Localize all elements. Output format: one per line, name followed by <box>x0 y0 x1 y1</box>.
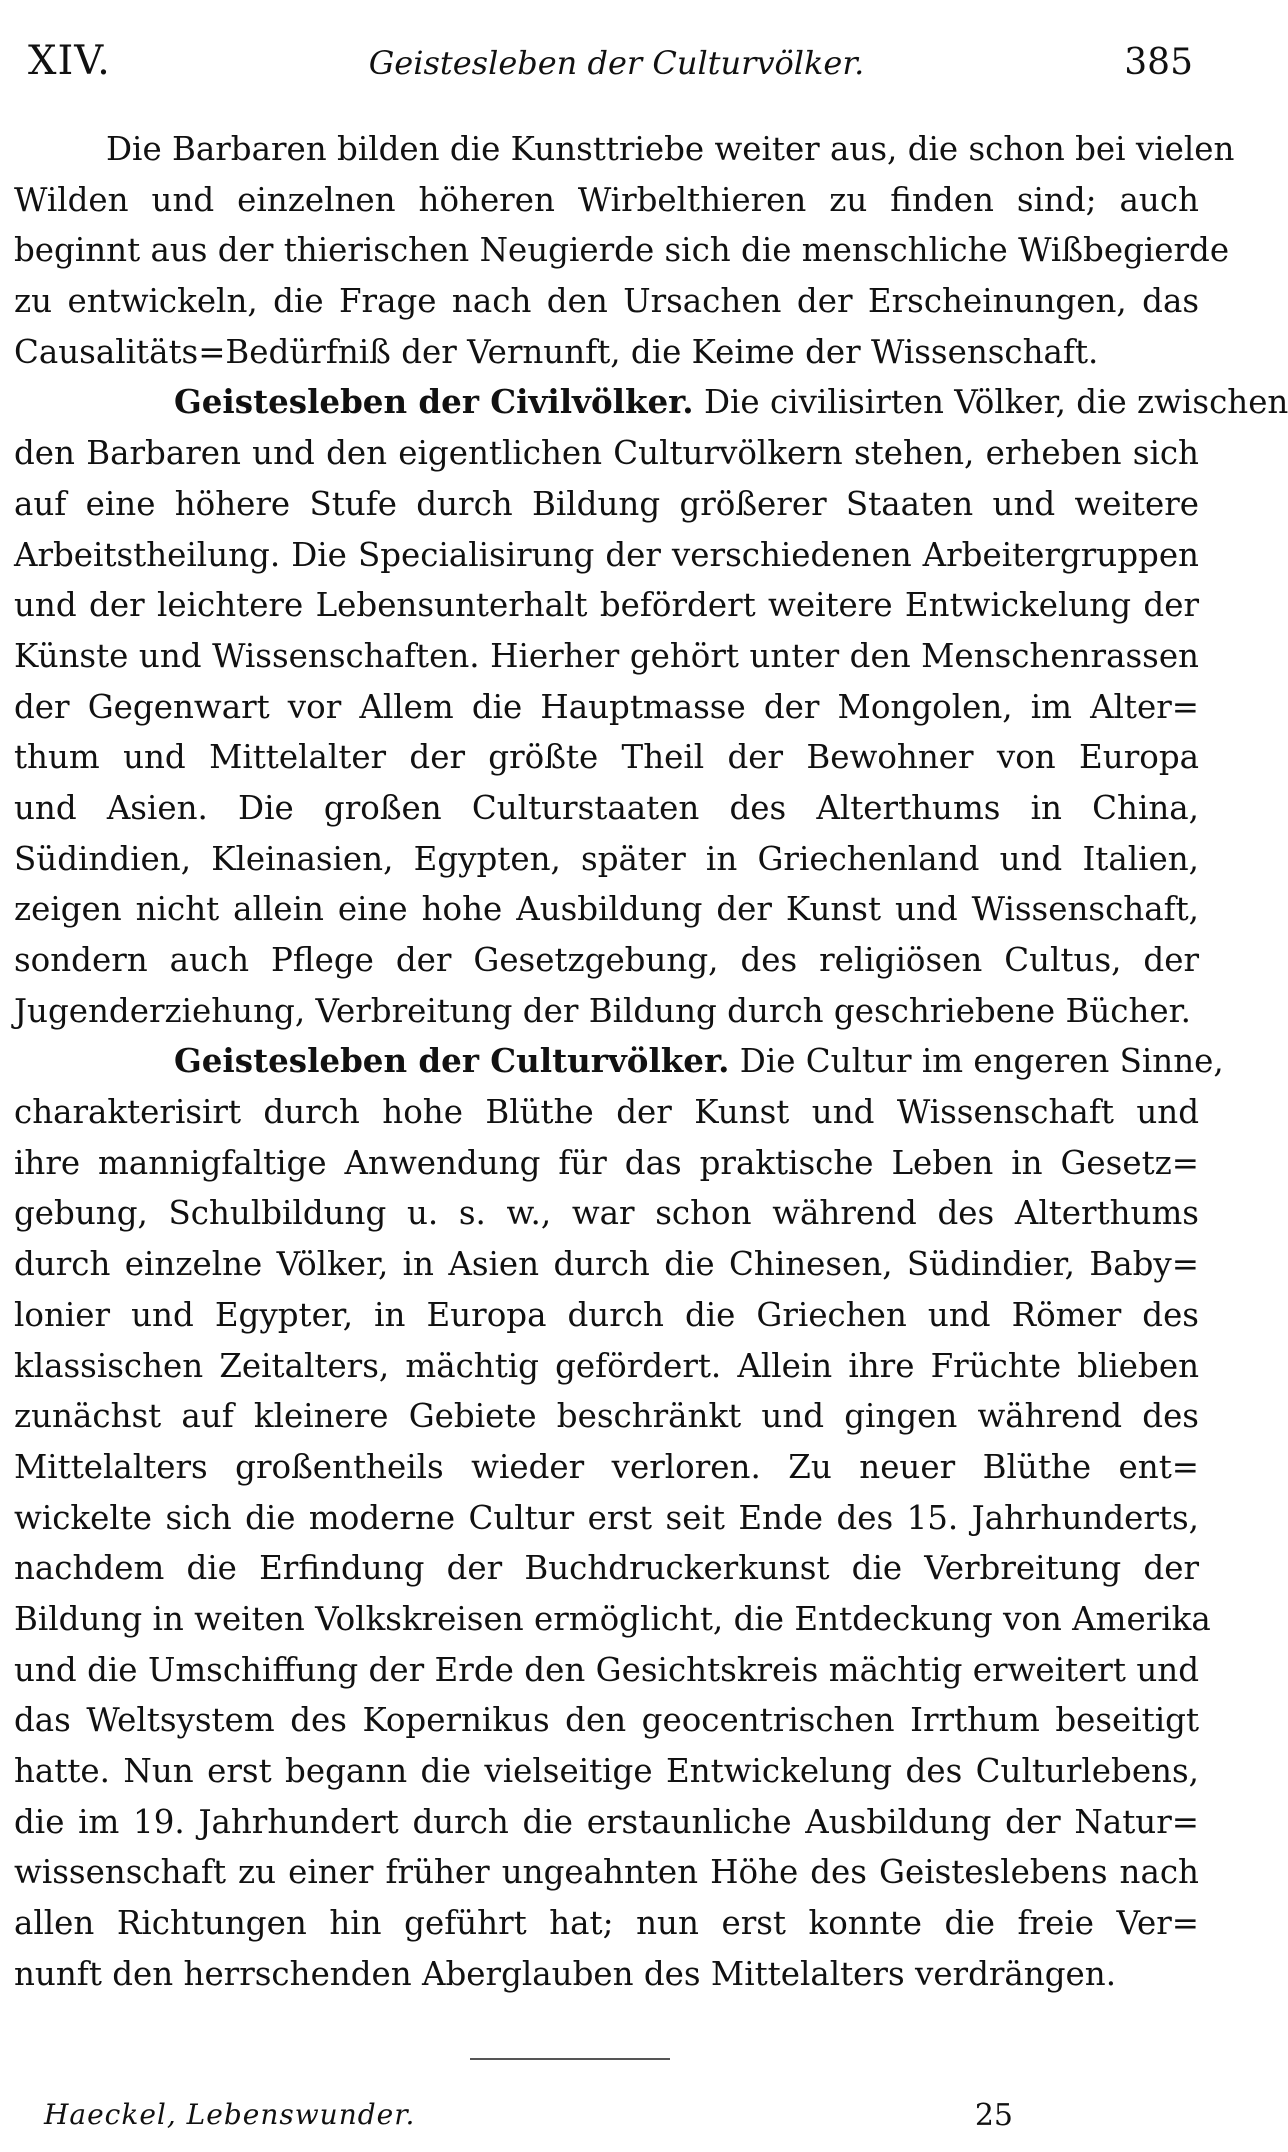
text-line: Jugenderziehung, Verbreitung der Bildung durch geschriebene Bücher. <box>14 991 1191 1030</box>
text-line: Wilden und einzelnen höheren Wirbelthieren zu finden sind; auch <box>14 180 1199 219</box>
section-heading: Geistesleben der Culturvölker. <box>174 1041 730 1081</box>
text-line-rest: Die Cultur im engeren Sinne, <box>739 1042 1224 1081</box>
running-title: Geistesleben der Culturvölker. <box>368 44 865 82</box>
running-header <box>28 38 1205 98</box>
text-line: nachdem die Erfindung der Buchdruckerkunst die Verbreitung der <box>14 1549 1199 1588</box>
text-line: Bildung in weiten Volkskreisen ermöglicht, die Entdeckung von Amerika <box>14 1599 1211 1638</box>
text-line: ihre mannigfaltige Anwendung für das praktische Leben in Gesetz= <box>14 1143 1199 1182</box>
section-heading: Geistesleben der Civilvölker. <box>174 382 694 422</box>
text-line: beginnt aus der thierischen Neugierde sich die menschliche Wißbegierde <box>14 231 1230 270</box>
text-line <box>14 377 1288 428</box>
text-line: Südindien, Kleinasien, Egypten, später in Griechenland und Italien, <box>14 839 1199 878</box>
text-line: Causalitäts=Bedürfniß der Vernunft, die Keime der Wissenschaft. <box>14 332 1099 371</box>
text-line: zunächst auf kleinere Gebiete beschränkt und gingen während des <box>14 1397 1199 1436</box>
text-line: Die Barbaren bilden die Kunsttriebe weiter aus, die schon bei vielen <box>106 130 1235 168</box>
text-line: nunft den herrschenden Aberglauben des Mittelalters verdrängen. <box>14 1954 1117 1993</box>
text-line: sondern auch Pflege der Gesetzgebung, des religiösen Cultus, der <box>14 941 1199 979</box>
body-text <box>14 124 1288 1999</box>
footer-rule <box>470 2058 670 2060</box>
page-number: 385 <box>1124 42 1193 83</box>
text-line: Künste und Wissenschaften. Hierher gehört unter den Menschenrassen <box>14 636 1199 675</box>
signature-mark: Haeckel, Lebenswunder. <box>44 2098 416 2131</box>
text-line: die im 19. Jahrhundert durch die erstaunliche Ausbildung der Natur= <box>14 1802 1199 1841</box>
chapter-number: XIV. <box>28 38 111 84</box>
sheet-number: 25 <box>974 2098 1013 2133</box>
text-line <box>14 1036 1224 1087</box>
signature-footer <box>44 2098 1013 2138</box>
text-line: gebung, Schulbildung u. s. w., war schon während des Alterthums <box>14 1194 1199 1233</box>
text-line: auf eine höhere Stufe durch Bildung größerer Staaten und weitere <box>14 484 1199 523</box>
text-line: und Asien. Die großen Culturstaaten des Alterthums in China, <box>14 788 1199 827</box>
text-line: den Barbaren und den eigentlichen Culturvölkern stehen, erheben sich <box>14 434 1199 473</box>
text-line: und der leichtere Lebensunterhalt befördert weitere Entwickelung der <box>14 586 1199 625</box>
text-line: und die Umschiffung der Erde den Gesichtskreis mächtig erweitert und <box>14 1650 1199 1689</box>
text-line: zu entwickeln, die Frage nach den Ursachen der Erscheinungen, das <box>14 282 1199 321</box>
text-line: klassischen Zeitalters, mächtig gefördert. Allein ihre Früchte blieben <box>14 1346 1199 1385</box>
text-line: thum und Mittelalter der größte Theil der Bewohner von Europa <box>14 738 1199 777</box>
text-line: durch einzelne Völker, in Asien durch die Chinesen, Südindier, Baby= <box>14 1245 1199 1284</box>
text-line: das Weltsystem des Kopernikus den geocentrischen Irrthum beseitigt <box>14 1701 1199 1740</box>
text-line: der Gegenwart vor Allem die Hauptmasse der Mongolen, im Alter= <box>14 687 1199 726</box>
text-line: wickelte sich die moderne Cultur erst seit Ende des 15. Jahrhunderts, <box>14 1498 1199 1537</box>
text-line: charakterisirt durch hohe Blüthe der Kunst und Wissenschaft und <box>14 1093 1199 1132</box>
text-line: lonier und Egypter, in Europa durch die Griechen und Römer des <box>14 1295 1199 1334</box>
text-line: allen Richtungen hin geführt hat; nun erst konnte die freie Ver= <box>14 1904 1199 1943</box>
text-line: hatte. Nun erst begann die vielseitige Entwickelung des Culturlebens, <box>14 1752 1199 1790</box>
text-line: wissenschaft zu einer früher ungeahnten Höhe des Geisteslebens nach <box>14 1853 1199 1892</box>
text-line: zeigen nicht allein eine hohe Ausbildung der Kunst und Wissenschaft, <box>14 890 1199 929</box>
text-line: Mittelalters großentheils wieder verloren. Zu neuer Blüthe ent= <box>14 1447 1199 1486</box>
text-line: Arbeitstheilung. Die Specialisirung der verschiedenen Arbeitergruppen <box>14 535 1199 574</box>
text-line-rest: Die civilisirten Völker, die zwischen <box>703 383 1288 422</box>
